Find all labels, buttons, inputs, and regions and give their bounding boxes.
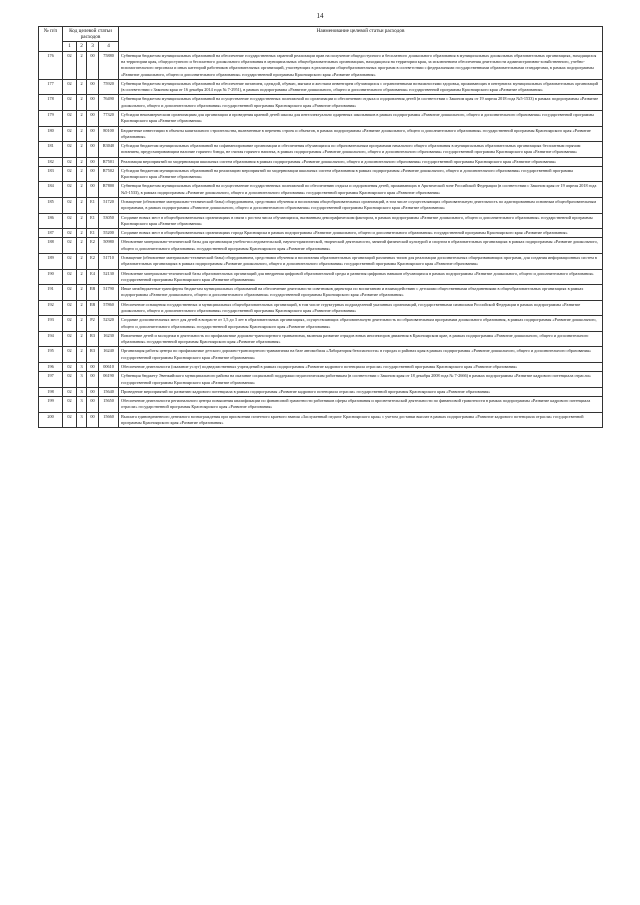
code-part-4: 75920 (99, 79, 119, 95)
table-row (39, 254, 603, 270)
code-part-1: 02 (63, 316, 77, 332)
code-part-1: 02 (63, 347, 77, 363)
expense-name: Оснащение (обновление материально-технической базы) оборудованием, средствами обучения и воспитания образовательных организаций различных типов для реализации дополнительных общеразвивающих программ, для создания информационных систем в образовательных организациях в рамках подпрограммы «Развитие дошкольного, общего и дополнительного образования» государственной программы Красноярского края «Развитие образования» (119, 254, 603, 270)
code-part-1: 02 (63, 198, 77, 214)
table-row (39, 372, 603, 388)
table-row (39, 110, 603, 126)
row-number: 199 (39, 397, 63, 413)
code-part-2: 2 (77, 95, 87, 111)
row-number: 194 (39, 331, 63, 347)
budget-table (38, 26, 603, 428)
row-number: 188 (39, 238, 63, 254)
code-part-3: 00 (87, 372, 99, 388)
header-row-number: № п/п (39, 27, 63, 52)
code-part-4: R3040 (99, 142, 119, 158)
code-part-1: 02 (63, 387, 77, 396)
table-row (39, 331, 603, 347)
header-sub-1: 1 (63, 42, 77, 51)
row-number: 187 (39, 229, 63, 238)
code-part-4: 55200 (99, 229, 119, 238)
code-part-2: 2 (77, 229, 87, 238)
code-part-2: 2 (77, 300, 87, 316)
code-part-1: 02 (63, 213, 77, 229)
code-part-2: 2 (77, 79, 87, 95)
code-part-4: 50980 (99, 238, 119, 254)
header-sub-4: 4 (99, 42, 119, 51)
code-part-2: 3 (77, 372, 87, 388)
row-number: 177 (39, 79, 63, 95)
table-row (39, 79, 603, 95)
code-part-1: 02 (63, 300, 77, 316)
table-row (39, 157, 603, 166)
code-part-4: 15640 (99, 387, 119, 396)
row-number: 196 (39, 362, 63, 371)
row-number: 182 (39, 157, 63, 166)
code-part-1: 02 (63, 142, 77, 158)
code-part-3: 00 (87, 110, 99, 126)
code-part-3: 00 (87, 126, 99, 142)
code-part-2: 3 (77, 387, 87, 396)
code-part-1: 02 (63, 110, 77, 126)
code-part-2: 2 (77, 238, 87, 254)
row-number: 200 (39, 412, 63, 428)
code-part-3: E4 (87, 269, 99, 285)
table-row (39, 412, 603, 428)
row-number: 180 (39, 126, 63, 142)
code-part-3: 00 (87, 166, 99, 182)
code-part-2: 2 (77, 157, 87, 166)
table-row (39, 213, 603, 229)
row-number: 183 (39, 166, 63, 182)
row-number: 193 (39, 316, 63, 332)
expense-name: Обеспечение деятельности (оказание услуг) подведомственных учреждений в рамках подпрограммы «Развитие кадрового потенциала отрасли» государственной программы Красноярского края «Развитие образования» (119, 362, 603, 371)
table-row (39, 387, 603, 396)
expense-name: Обеспечение деятельности регионального центра повышения квалификации по финансовой грамотности работников сферы образования и просветительской деятельности по финансовой грамотности в рамках подпрограммы «Развитие кадрового потенциала отрасли» государственной программы Красноярского края «Развитие образования» (119, 397, 603, 413)
table-row (39, 229, 603, 238)
code-part-3: P2 (87, 316, 99, 332)
code-part-3: E1 (87, 229, 99, 238)
expense-name: Обеспечение оснащения государственных и муниципальных общеобразовательных организаций, в том числе структурных подразделений указанных организаций, государственными символами Российской Федерации в рамках подпрограммы «Развитие дошкольного, общего и дополнительного образования» государственной программы Красноярского края «Развитие образования» (119, 300, 603, 316)
expense-name: Создание новых мест в общеобразовательных организациях в связи с ростом числа обучающихся, вызванным демографическим фактором, в рамках подпрограммы «Развитие дошкольного, общего и дополнительного образования» государственной программы Красноярского края «Развитие образования» (119, 213, 603, 229)
row-number: 195 (39, 347, 63, 363)
code-part-4: 15650 (99, 397, 119, 413)
table-row (39, 95, 603, 111)
expense-name: Субвенции бюджетам муниципальных образований на обеспечение питанием, одеждой, обувью, мягким и жестким инвентарем обучающихся с ограниченными возможностями здоровья, проживающих в интернатах муниципальных образовательных организаций (в соответствии с Законом края от 16 декабря 2014 года № 7-2951), в рамках подпрограммы «Развитие дошкольного, общего и дополнительного образования» государственной программы Красноярского края «Развитие образования» (119, 79, 603, 95)
code-part-4: 75880 (99, 51, 119, 79)
code-part-2: 2 (77, 126, 87, 142)
code-part-2: 2 (77, 331, 87, 347)
code-part-2: 2 (77, 316, 87, 332)
table-row (39, 300, 603, 316)
code-part-1: 02 (63, 412, 77, 428)
table-row (39, 285, 603, 301)
header-code: Код целевой статьи расходов (63, 27, 119, 42)
code-part-4: 51720 (99, 198, 119, 214)
code-part-1: 02 (63, 126, 77, 142)
expense-name: Субвенция бюджету Эвенкийского муниципального района на оказание социальной поддержки педагогическим работникам (в соответствии с Законом края от 18 декабря 2008 года № 7-2666) в рамках подпрограммы «Развитие кадрового потенциала отрасли» государственной программы Красноярского края «Развитие образования» (119, 372, 603, 388)
code-part-1: 02 (63, 238, 77, 254)
code-part-3: 00 (87, 95, 99, 111)
row-number: 190 (39, 269, 63, 285)
code-part-4: 52320 (99, 316, 119, 332)
expense-name: Вовлечение детей и молодежи в деятельность по профилактике дорожно-транспортного травматизма, включая развитие отрядов юных инспекторов движения в Красноярском крае, в рамках подпрограммы «Развитие дошкольного, общего и дополнительного образования» государственной программы Красноярского края «Развитие образования» (119, 331, 603, 347)
code-part-1: 02 (63, 51, 77, 79)
code-part-1: 02 (63, 79, 77, 95)
code-part-3: 00 (87, 362, 99, 371)
row-number: 179 (39, 110, 63, 126)
code-part-4: 06190 (99, 372, 119, 388)
code-part-2: 2 (77, 142, 87, 158)
code-part-4: 16240 (99, 347, 119, 363)
code-part-3: 00 (87, 142, 99, 158)
code-part-4: 00610 (99, 362, 119, 371)
table-row (39, 198, 603, 214)
table-row (39, 269, 603, 285)
code-part-4: 53050 (99, 213, 119, 229)
code-part-1: 02 (63, 95, 77, 111)
code-part-1: 02 (63, 254, 77, 270)
code-part-4: 52130 (99, 269, 119, 285)
code-part-2: 2 (77, 213, 87, 229)
code-part-2: 2 (77, 182, 87, 198)
row-number: 185 (39, 198, 63, 214)
expense-name: Субвенции бюджетам муниципальных образований на осуществление государственных полномочий по организации и обеспечению отдыха и оздоровления детей (в соответствии с Законом края от 19 апреля 2018 года №5-1533) в рамках подпрограммы «Развитие дошкольного, общего и дополнительного образования» государственной программы Красноярского края «Развитие образования» (119, 95, 603, 111)
code-part-1: 02 (63, 229, 77, 238)
code-part-4: R7502 (99, 166, 119, 182)
code-part-4: 15660 (99, 412, 119, 428)
code-part-3: 00 (87, 79, 99, 95)
row-number: 191 (39, 285, 63, 301)
code-part-3: E1 (87, 213, 99, 229)
expense-name: Оснащение (обновление материально-технической базы) оборудованием, средствами обучения и воспитания общеобразовательных организаций, в том числе осуществляющих образовательную деятельность по адаптированным основным общеобразовательным программам, в рамках подпрограммы «Развитие дошкольного, общего и дополнительного образования» государственной программы Красноярского края «Развитие образования» (119, 198, 603, 214)
table-row (39, 126, 603, 142)
code-part-1: 02 (63, 372, 77, 388)
code-part-2: 3 (77, 362, 87, 371)
code-part-2: 2 (77, 269, 87, 285)
code-part-4: 16230 (99, 331, 119, 347)
expense-name: Создание новых мест в общеобразовательных организациях города Красноярска в рамках подпрограммы «Развитие дошкольного, общего и дополнительного образования» государственной программы Красноярского края «Развитие образования» (119, 229, 603, 238)
expense-name: Иные межбюджетные трансферты бюджетам муниципальных образований на обеспечение деятельности советников директора по воспитанию и взаимодействию с детскими общественными объединениями в общеобразовательных организациях в рамках подпрограммы «Развитие дошкольного, общего и дополнительного образования» государственной программы Красноярского края «Развитие образования» (119, 285, 603, 301)
code-part-3: R3 (87, 331, 99, 347)
row-number: 181 (39, 142, 63, 158)
expense-name: Создание дополнительных мест для детей в возрасте от 1,5 до 3 лет в образовательных организациях, осуществляющих образовательную деятельность по образовательным программам дошкольного образования, в рамках подпрограммы «Развитие дошкольного, общего и дополнительного образования» государственной программы Красноярского края «Развитие образования» (119, 316, 603, 332)
table-row (39, 166, 603, 182)
row-number: 178 (39, 95, 63, 111)
code-part-3: 00 (87, 157, 99, 166)
code-part-4: R7501 (99, 157, 119, 166)
table-row (39, 316, 603, 332)
expense-name: Субсидии бюджетам муниципальных образований на софинансирование организации и обеспечения обучающихся по образовательным программам начального общего образования в муниципальных образовательных организациях бесплатным горячим питанием, предусматривающим наличие горячего блюда, не считая горячего напитка, в рамках подпрограммы «Развитие дошкольного, общего и дополнительного образования» государственной программы Красноярского края «Развитие образования» (119, 142, 603, 158)
code-part-2: 3 (77, 397, 87, 413)
code-part-2: 2 (77, 254, 87, 270)
code-part-1: 02 (63, 285, 77, 301)
code-part-4: 57860 (99, 300, 119, 316)
code-part-3: E2 (87, 238, 99, 254)
table-header (39, 27, 603, 52)
row-number: 186 (39, 213, 63, 229)
code-part-1: 02 (63, 182, 77, 198)
expense-name: Реализация мероприятий по модернизации школьных систем образования в рамках подпрограммы «Развитие дошкольного, общего и дополнительного образования» государственной программы Красноярского края «Развитие образования» (119, 157, 603, 166)
expense-name: Субвенции бюджетам муниципальных образований на обеспечение государственных гарантий реализации прав на получение общедоступного и бесплатного дошкольного образования в муниципальных дошкольных образовательных организациях, находящихся на территории края, общедоступного и бесплатного дошкольного образования в муниципальных общеобразовательных организациях, находящихся на территории края, за исключением обеспечения деятельности административно-хозяйственного, учебно-вспомогательного персонала и иных категорий работников образовательных организаций, участвующих в реализации общеобразовательных программ в соответствии с федеральными государственными образовательными стандартами, в рамках подпрограммы «Развитие дошкольного, общего и дополнительного образования» государственной программы Красноярского края «Развитие образования» (119, 51, 603, 79)
table-row (39, 142, 603, 158)
expense-name: Выплата единовременного денежного вознаграждения при присвоении почетного краевого звания «Заслуженный педагог Красноярского края» с учетом доставки выплат в рамках подпрограммы «Развитие кадрового потенциала отрасли» государственной программы Красноярского края «Развитие образования» (119, 412, 603, 428)
code-part-1: 02 (63, 397, 77, 413)
page-number: 14 (316, 12, 324, 20)
code-part-3: 00 (87, 412, 99, 428)
code-part-3: R3 (87, 347, 99, 363)
row-number: 184 (39, 182, 63, 198)
expense-name: Проведение мероприятий по развитию кадрового потенциала в рамках подпрограммы «Развитие кадрового потенциала отрасли» государственной программы Красноярского края «Развитие образования» (119, 387, 603, 396)
code-part-3: EB (87, 285, 99, 301)
code-part-2: 2 (77, 110, 87, 126)
header-sub-2: 2 (77, 42, 87, 51)
code-part-3: EB (87, 300, 99, 316)
row-number: 197 (39, 372, 63, 388)
expense-name: Бюджетные инвестиции в объекты капитального строительства, включенные в перечень строек и объектов, в рамках подпрограммы «Развитие дошкольного, общего и дополнительного образования» государственной программы Красноярского края «Развитие образования» (119, 126, 603, 142)
expense-name: Субсидии некоммерческим организациям для организации и проведения краевой детей школы для интеллектуально одаренных школьников в рамках подпрограммы «Развитие дошкольного, общего и дополнительного образования» государственной программы Красноярского края «Развитие образования» (119, 110, 603, 126)
code-part-4: 77320 (99, 110, 119, 126)
code-part-3: E1 (87, 198, 99, 214)
code-part-1: 02 (63, 166, 77, 182)
row-number: 189 (39, 254, 63, 270)
code-part-3: 00 (87, 182, 99, 198)
expense-name: Обновление материально-технической базы для организации учебно-исследовательской, научно-практической, творческой деятельности, занятий физической культурой и спортом в образовательных организациях в рамках подпрограммы «Развитие дошкольного, общего и дополнительного образования» государственной программы Красноярского края «Развитие образования» (119, 238, 603, 254)
code-part-2: 2 (77, 285, 87, 301)
table-row (39, 362, 603, 371)
code-part-1: 02 (63, 331, 77, 347)
code-part-3: 00 (87, 387, 99, 396)
header-name: Наименование целевой статьи расходов (119, 27, 603, 52)
table-row (39, 238, 603, 254)
row-number: 192 (39, 300, 63, 316)
expense-name: Субсидии бюджетам муниципальных образований на реализацию мероприятий по модернизации школьных систем образования в рамках подпрограммы «Развитие дошкольного, общего и дополнительного образования» государственной программы Красноярского края «Развитие образования» (119, 166, 603, 182)
table-row (39, 347, 603, 363)
code-part-1: 02 (63, 157, 77, 166)
code-part-3: 00 (87, 397, 99, 413)
expense-name: Обновление материально-технической базы образовательных организаций для внедрения цифровой образовательной среды и развития цифровых навыков обучающихся в рамках подпрограммы «Развитие дошкольного, общего и дополнительного образования» государственной программы Красноярского края «Развитие образования» (119, 269, 603, 285)
code-part-1: 02 (63, 362, 77, 371)
code-part-4: 51710 (99, 254, 119, 270)
row-number: 198 (39, 387, 63, 396)
table-row (39, 182, 603, 198)
code-part-4: 76490 (99, 95, 119, 111)
table-row (39, 397, 603, 413)
code-part-4: 51790 (99, 285, 119, 301)
code-part-3: 00 (87, 51, 99, 79)
code-part-2: 2 (77, 166, 87, 182)
expense-name: Субвенции бюджетам муниципальных образований на осуществление государственных полномочий по обеспечению отдыха и оздоровления детей, проживающих в Арктической зоне Российской Федерации (в соответствии с Законом края от 19 апреля 2018 года №5-1533), в рамках подпрограммы «Развитие дошкольного, общего и дополнительного образования» государственной программы Красноярского края «Развитие образования» (119, 182, 603, 198)
code-part-2: 2 (77, 347, 87, 363)
code-part-3: E2 (87, 254, 99, 270)
header-sub-3: 3 (87, 42, 99, 51)
table-row (39, 51, 603, 79)
code-part-4: R7800 (99, 182, 119, 198)
code-part-2: 2 (77, 51, 87, 79)
code-part-4: 80100 (99, 126, 119, 142)
row-number: 176 (39, 51, 63, 79)
code-part-2: 2 (77, 198, 87, 214)
code-part-1: 02 (63, 269, 77, 285)
code-part-2: 3 (77, 412, 87, 428)
table-body (39, 51, 603, 428)
expense-name: Организация работы центра по профилактике детского дорожно-транспортного травматизма на базе автомобиля «Лаборатория безопасности» в городах и районах края в рамках подпрограммы «Развитие дошкольного, общего и дополнительного образования» государственной программы Красноярского края «Развитие образования» (119, 347, 603, 363)
